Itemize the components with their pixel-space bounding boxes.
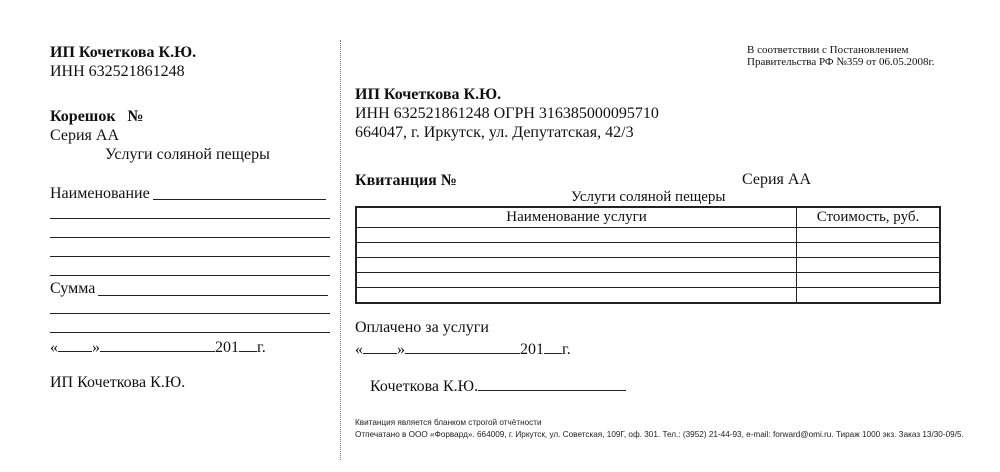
cut-line: [340, 40, 341, 460]
stub-date: [50, 336, 266, 358]
stub-title-text: Корешок: [50, 108, 116, 125]
stub-org-name: ИП Кочеткова К.Ю.: [50, 44, 197, 61]
stub-date-year: 201: [215, 339, 239, 356]
cost-cell[interactable]: [797, 243, 941, 258]
stub-number-sign: №: [127, 108, 144, 125]
stub-blank-line-3[interactable]: [50, 256, 330, 257]
stub-sum-line[interactable]: [98, 295, 328, 296]
stub-date-year-blank[interactable]: [239, 336, 257, 352]
receipt-signature-name: Кочеткова К.Ю.: [370, 378, 479, 395]
stub-blank-line-1[interactable]: [50, 218, 330, 219]
stub-blank-line-6[interactable]: [50, 332, 330, 333]
stub-name-line[interactable]: [153, 199, 326, 200]
receipt-date-year-blank[interactable]: [544, 338, 562, 354]
stub-date-open: «: [50, 339, 58, 356]
receipt-date-close: »: [397, 341, 405, 358]
receipt-date-suffix: г.: [562, 341, 571, 358]
receipt-title: Квитанция №: [355, 172, 457, 189]
table-row: [356, 288, 940, 304]
stub-blank-line-2[interactable]: [50, 237, 330, 238]
receipt-inn-ogrn: ИНН 632521861248 ОГРН 316385000095710: [355, 105, 659, 122]
cost-cell[interactable]: [797, 288, 941, 304]
table-row: [356, 258, 940, 273]
receipt-date-open: «: [355, 341, 363, 358]
decree-line-1: В соответствии с Постановлением: [747, 44, 909, 56]
decree-line-2: Правительства РФ №359 от 06.05.2008г.: [747, 56, 935, 68]
receipt-signature: [370, 375, 626, 397]
stub-service: Услуги соляной пещеры: [105, 146, 270, 163]
footer-printer-info: Отпечатано в ООО «Форвард». 664009, г. Иркутск, ул. Советская, 109Г, оф. 301. Тел.: (3952) 21-44-93, e-mail: forward@omi.ru. Тираж 1000 экз. Заказ 13/30-09/5.: [355, 430, 964, 439]
receipt-date: [355, 338, 571, 360]
service-name-cell[interactable]: [356, 258, 797, 273]
service-name-cell[interactable]: [356, 273, 797, 288]
col-service-name: Наименование услуги: [356, 207, 797, 228]
cost-cell[interactable]: [797, 228, 941, 243]
stub-date-close: »: [92, 339, 100, 356]
stub-series: Серия АА: [50, 127, 119, 144]
receipt-date-day-blank[interactable]: [363, 338, 397, 354]
stub-date-month-blank[interactable]: [100, 336, 215, 352]
receipt-date-year: 201: [520, 341, 544, 358]
table-row: [356, 228, 940, 243]
receipt-signature-line[interactable]: [478, 375, 626, 391]
stub-date-suffix: г.: [257, 339, 266, 356]
services-table-header: [356, 207, 940, 228]
cost-cell[interactable]: [797, 258, 941, 273]
receipt-org-name: ИП Кочеткова К.Ю.: [355, 86, 502, 103]
stub-sum-label: Сумма: [50, 280, 96, 297]
receipt-series: Серия АА: [742, 171, 811, 188]
stub-blank-line-4[interactable]: [50, 275, 330, 276]
table-row: [356, 243, 940, 258]
receipt-address: 664047, г. Иркутск, ул. Депутатская, 42/3: [355, 124, 634, 141]
stub-date-day-blank[interactable]: [58, 336, 92, 352]
service-name-cell[interactable]: [356, 243, 797, 258]
table-row: [356, 273, 940, 288]
receipt-date-month-blank[interactable]: [405, 338, 520, 354]
service-name-cell[interactable]: [356, 288, 797, 304]
stub-title: [50, 107, 144, 127]
services-table: [355, 206, 941, 304]
service-name-cell[interactable]: [356, 228, 797, 243]
stub-name-label: Наименование: [50, 185, 150, 202]
stub-signature: ИП Кочеткова К.Ю.: [50, 374, 186, 391]
col-cost: Стоимость, руб.: [797, 207, 941, 228]
footer-strict-form: Квитанция является бланком строгой отчётности: [355, 418, 542, 427]
receipt-paid-label: Оплачено за услуги: [355, 319, 489, 336]
cost-cell[interactable]: [797, 273, 941, 288]
receipt-service: Услуги соляной пещеры: [571, 189, 726, 205]
stub-inn: ИНН 632521861248: [50, 63, 185, 80]
stub-blank-line-5[interactable]: [50, 313, 330, 314]
